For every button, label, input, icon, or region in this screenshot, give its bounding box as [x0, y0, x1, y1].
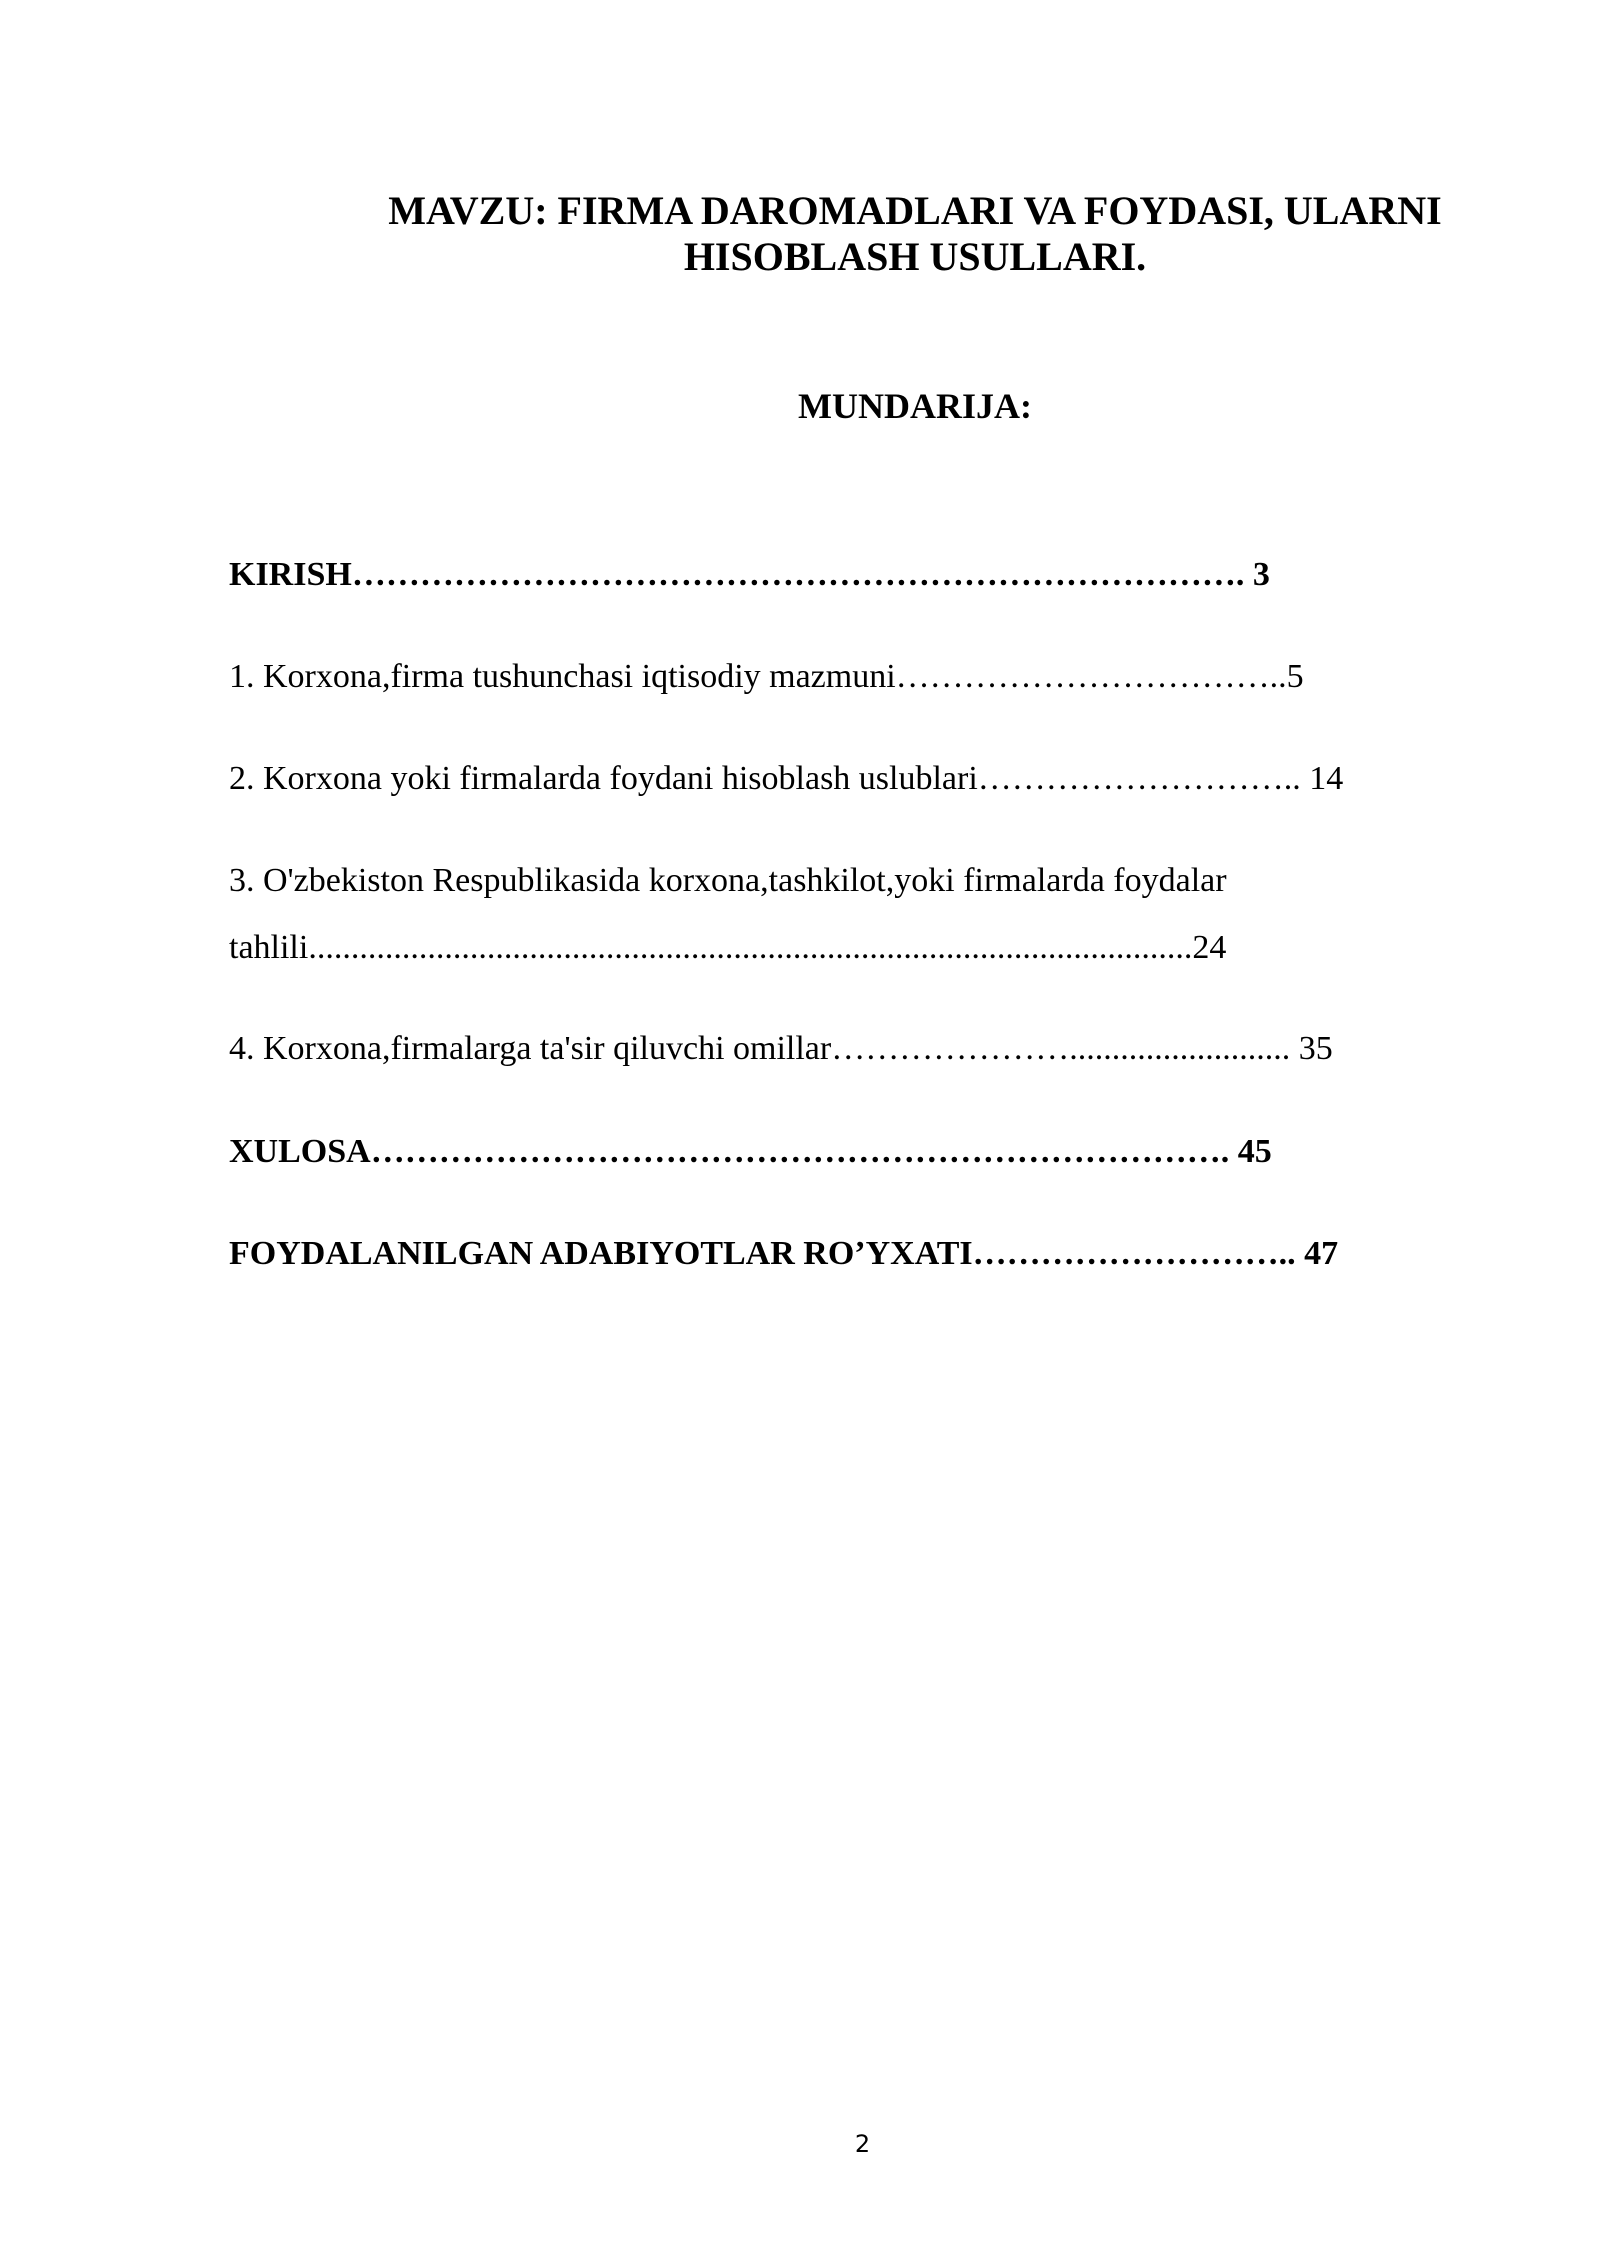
title-line-1: MAVZU: FIRMA DAROMADLARI VA FOYDASI, ULARNI: [388, 188, 1442, 233]
toc-heading: MUNDARIJA:: [798, 386, 1032, 426]
toc-entry-adabiyotlar: FOYDALANILGAN ADABIYOTLAR RO’YXATI……………………….. 47: [229, 1235, 1339, 1272]
toc-entry-3-line-1: 3. O'zbekiston Respublikasida korxona,tashkilot,yoki firmalarda foydalar: [229, 862, 1227, 899]
page-number: 2: [854, 2130, 871, 2158]
toc-entry-2: 2. Korxona yoki firmalarda foydani hisoblash uslublari……………………….. 14: [229, 760, 1344, 797]
toc-entry-xulosa: XULOSA…………………………………………………………………. 45: [229, 1133, 1272, 1170]
toc-entry-1: 1. Korxona,firma tushunchasi iqtisodiy mazmuni……………………………..5: [229, 658, 1304, 695]
document-title: [280, 188, 1550, 280]
toc-entry-4: 4. Korxona,firmalarga ta'sir qiluvchi omillar………………….......................... 35: [229, 1030, 1333, 1067]
toc-entry-kirish: KIRISH……………………………………………………………………. 3: [229, 556, 1270, 593]
toc-entry-3-line-2: tahlili........................................................................................................24: [229, 929, 1227, 966]
title-line-2: HISOBLASH USULLARI.: [683, 234, 1147, 279]
